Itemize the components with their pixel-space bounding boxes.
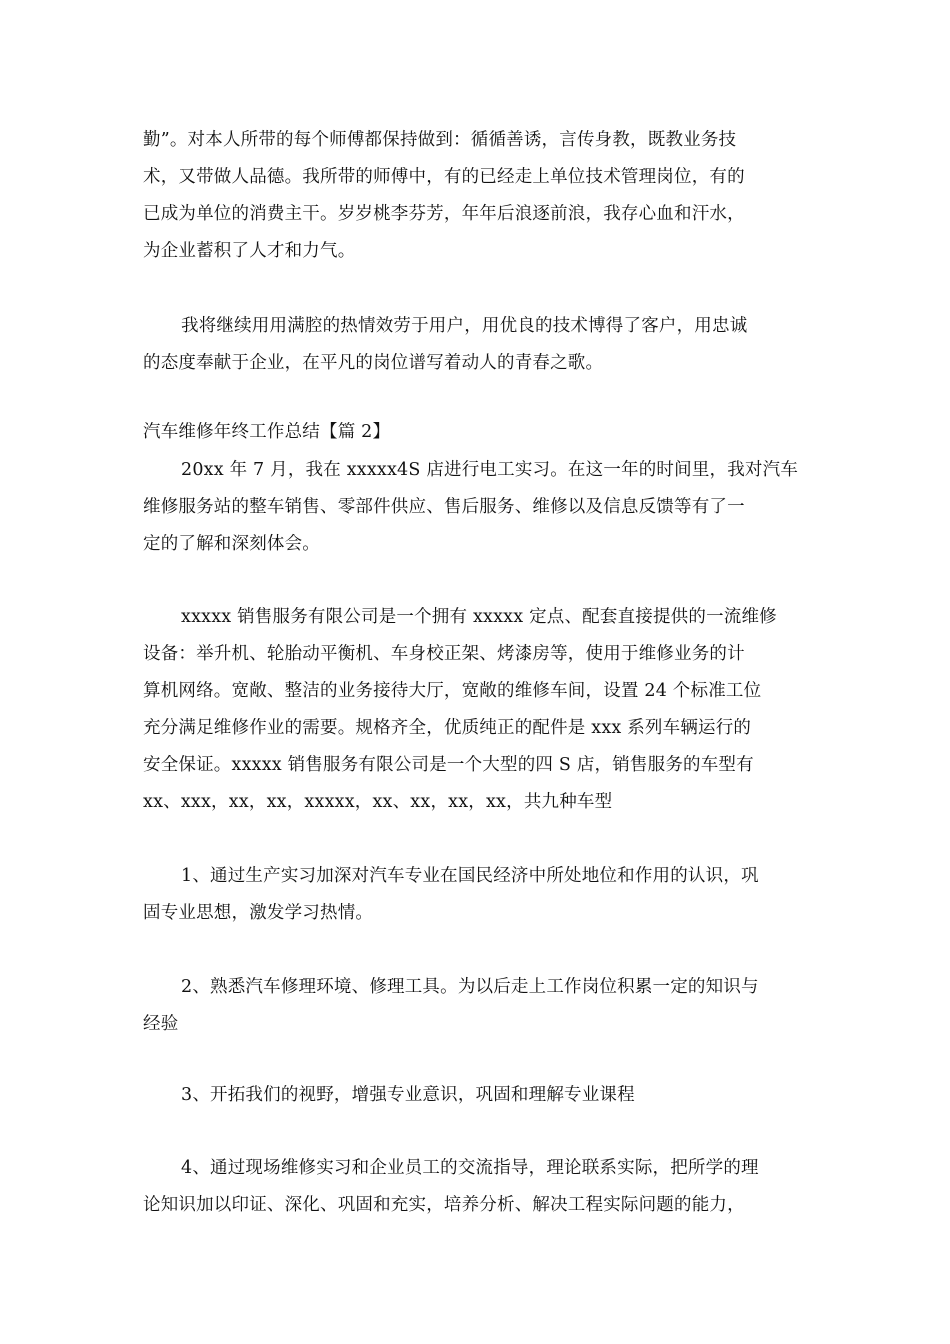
paragraph-line: 为企业蓄积了人才和力气。 xyxy=(143,241,356,261)
paragraph-line: xxxxx 销售服务有限公司是一个拥有 xxxxx 定点、配套直接提供的一流维修 xyxy=(181,607,777,627)
paragraph-line: 术，又带做人品德。我所带的师傅中，有的已经走上单位技术管理岗位，有的 xyxy=(143,167,745,187)
paragraph-line: xx、xxx，xx，xx，xxxxx，xx、xx，xx，xx，共九种车型 xyxy=(143,792,613,812)
paragraph-line: 安全保证。xxxxx 销售服务有限公司是一个大型的四 S 店，销售服务的车型有 xyxy=(143,755,754,775)
list-item-line: 2、熟悉汽车修理环境、修理工具。为以后走上工作岗位积累一定的知识与 xyxy=(181,977,759,997)
paragraph-line: 已成为单位的消费主干。岁岁桃李芬芳，年年后浪逐前浪，我存心血和汗水， xyxy=(143,204,745,224)
section-heading: 汽车维修年终工作总结【篇 2】 xyxy=(143,422,391,442)
list-item-line: 4、通过现场维修实习和企业员工的交流指导，理论联系实际，把所学的理 xyxy=(181,1158,759,1178)
list-item-line: 固专业思想，激发学习热情。 xyxy=(143,903,374,923)
paragraph-line: 充分满足维修作业的需要。规格齐全，优质纯正的配件是 xxx 系列车辆运行的 xyxy=(143,718,752,738)
list-item-line: 经验 xyxy=(143,1014,179,1034)
list-item-line: 论知识加以印证、深化、巩固和充实，培养分析、解决工程实际问题的能力， xyxy=(143,1195,745,1215)
paragraph-line: 20xx 年 7 月，我在 xxxxx4S 店进行电工实习。在这一年的时间里，我对汽车 xyxy=(181,460,799,480)
list-item-line: 1、通过生产实习加深对汽车专业在国民经济中所处地位和作用的认识，巩 xyxy=(181,866,759,886)
paragraph-line: 的态度奉献于企业，在平凡的岗位谱写着动人的青春之歌。 xyxy=(143,353,604,373)
paragraph-line: 定的了解和深刻体会。 xyxy=(143,534,320,554)
paragraph-line: 我将继续用用满腔的热情效劳于用户，用优良的技术博得了客户，用忠诚 xyxy=(181,316,748,336)
paragraph-line: 勤”。对本人所带的每个师傅都保持做到：循循善诱，言传身教，既教业务技 xyxy=(143,130,737,150)
paragraph-line: 维修服务站的整车销售、零部件供应、售后服务、维修以及信息反馈等有了一 xyxy=(143,497,745,517)
paragraph-line: 算机网络。宽敞、整洁的业务接待大厅，宽敞的维修车间，设置 24 个标准工位 xyxy=(143,681,762,701)
paragraph-line: 设备：举升机、轮胎动平衡机、车身校正架、烤漆房等，使用于维修业务的计 xyxy=(143,644,745,664)
list-item-line: 3、开拓我们的视野，增强专业意识，巩固和理解专业课程 xyxy=(181,1085,635,1105)
